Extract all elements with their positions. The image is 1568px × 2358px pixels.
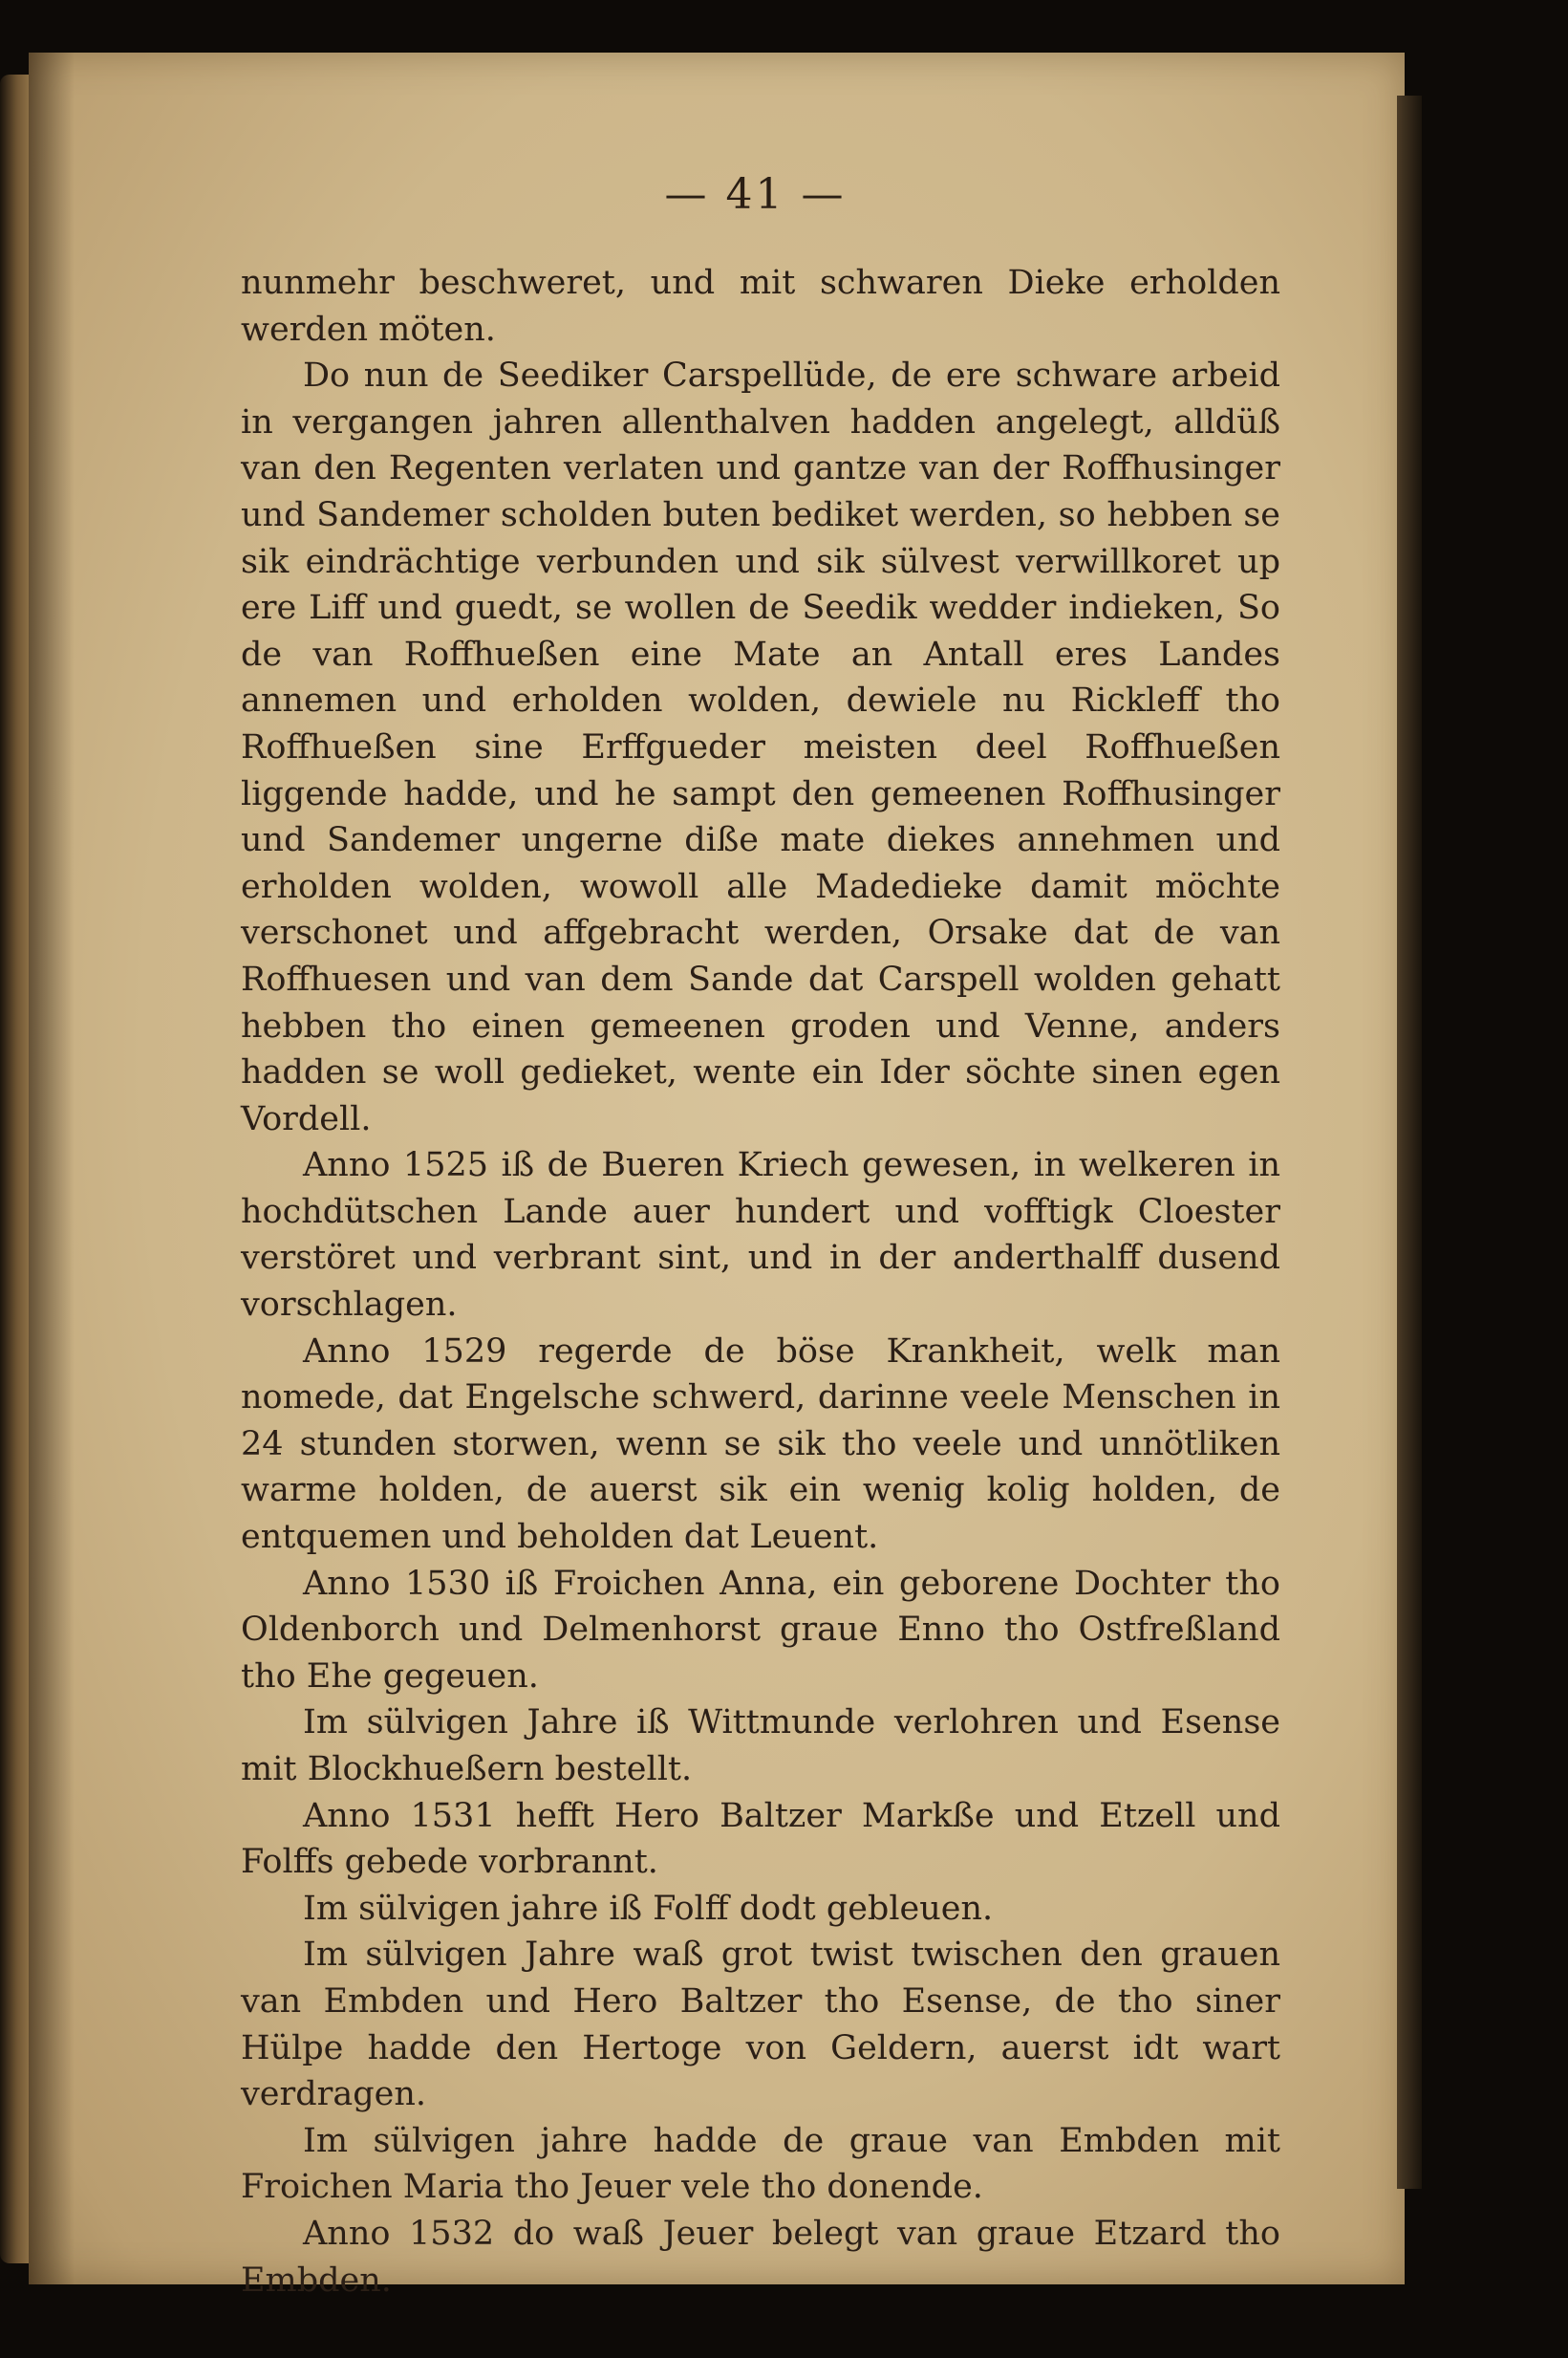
- paragraph: Im sülvigen jahre iß Folff dodt gebleuen.: [303, 1889, 994, 1928]
- paragraph: Do nun de Seediker Carspellüde, de ere schware arbeid in vergangen jahren allenthalven hadden angelegt, alldüß van den Regenten verlaten und gantze van der Roffhusinger und Sandemer scholden buten bediket werden, so hebben se sik eindrächtige verbunden und sik sülvest verwillkoret up ere Liff und guedt, se wollen de Seedik wedder indieken, So de van Roffhueßen eine Mate an Antall eres Landes annemen und erholden wolden, dewiele nu Rickleff tho Roffhueßen sine Erffgueder meisten deel Roffhueßen liggende hadde, und he sampt den gemeenen Roffhusinger und Sandemer ungerne dißе mate diekes annehmen und erholden wolden, wowoll alle Madedieke damit möchte verschonet und affgebracht werden, Orsake dat de van Roffhuesen und van dem Sande dat Carspell wolden gehatt hebben tho einen gemeenen groden und Venne, anders hadden se woll gediеket, wente ein Ider söchte sinen egen Vordell.: [241, 357, 1280, 1138]
- page-number: — 41 —: [664, 170, 847, 219]
- page-text: [241, 260, 1280, 2304]
- paragraph: Anno 1525 iß de Bueren Kriech gewesen, in welkeren in hochdütschen Lande auer hundert und vofftigk Cloester verstöret und verbrant sint, und in der anderthalff dusend vorschlagen.: [241, 1146, 1280, 1325]
- paragraph: Im sülvigen Jahre iß Wittmunde verlohren und Esense mit Blockhueßern bestellt.: [241, 1703, 1280, 1788]
- paragraph: Anno 1529 regerde de böse Krankheit, welk man nomede, dat Engelsche schwerd, darinne veele Menschen in 24 stunden storwen, wenn se sik tho veele und unnötliken warme holden, de auerst sik ein wenig kolig holden, de entquemen und beholden dat Leuent.: [241, 1331, 1280, 1557]
- paragraph: Im sülvigen Jahre waß grot twist twischen den grauen van Embden und Hero Baltzer tho Esense, de tho siner Hülpe hadde den Hertoge von Geldern, auerst idt wart verdragen.: [241, 1936, 1280, 2114]
- paragraph: Im sülvigen jahre hadde de graue van Embden mit Froichen Maria tho Jeuer vele tho donende.: [241, 2121, 1280, 2207]
- page-right-edge: [1397, 96, 1422, 2189]
- paragraph: Anno 1530 iß Froichen Anna, ein geborene Dochter tho Oldenborch und Delmenhorst graue Enno tho Ostfreßland tho Ehe gegeuen.: [241, 1564, 1280, 1696]
- paragraph: Anno 1532 do waß Jeuer belegt van graue Etzard tho Embden.: [241, 2214, 1280, 2300]
- paragraph: Anno 1531 hefft Hero Baltzer Markße und Etzell und Folffs gebede vorbrannt.: [241, 1796, 1280, 1882]
- page-gutter-shadow: [29, 53, 75, 2284]
- paragraph: nunmehr beschweret, und mit schwaren Dieke erholden werden möten.: [241, 264, 1280, 349]
